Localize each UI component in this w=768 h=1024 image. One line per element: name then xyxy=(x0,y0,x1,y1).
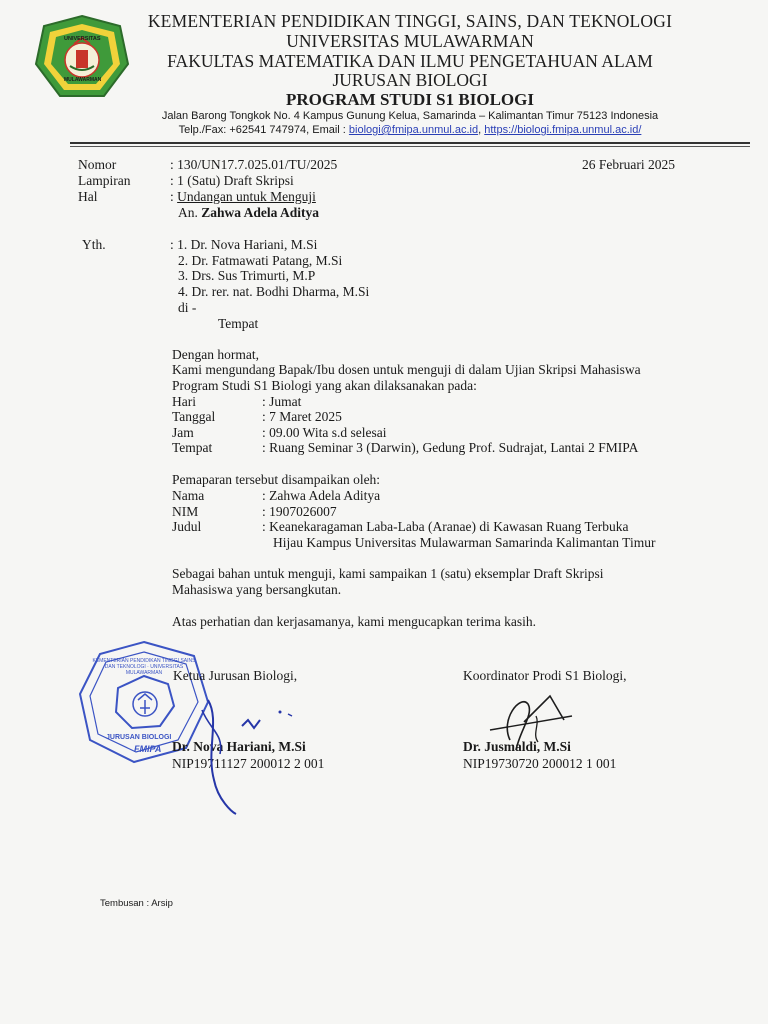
header-university: UNIVERSITAS MULAWARMAN xyxy=(286,31,534,51)
schedule-label-hari: Hari xyxy=(172,394,196,409)
header-faculty: FAKULTAS MATEMATIKA DAN ILMU PENGETAHUAN ALAM xyxy=(167,51,653,71)
stamp-text-fmipa: FMIPA xyxy=(134,744,162,754)
an-prefix: An. xyxy=(178,205,202,220)
left-signer-name: Dr. Nova Hariani, M.Si xyxy=(172,739,306,754)
closing-line-1: Sebagai bahan untuk menguji, kami sampaikan 1 (satu) eksemplar Draft Skripsi xyxy=(172,566,604,581)
recipient-di: di - xyxy=(178,300,197,315)
nomor-label: Nomor xyxy=(78,157,117,172)
thanks-line: Atas perhatian dan kerjasamanya, kami mengucapkan terima kasih. xyxy=(172,614,536,629)
logo-text-top: UNIVERSITAS xyxy=(64,36,101,42)
right-signer-title: Koordinator Prodi S1 Biologi, xyxy=(463,668,627,683)
hal-label: Hal xyxy=(78,189,98,204)
presenter-intro: Pemaparan tersebut disampaikan oleh: xyxy=(172,472,381,487)
yth-label: Yth. xyxy=(82,237,106,252)
presenter-label-nim: NIM xyxy=(172,504,199,519)
schedule-value-tanggal: : 7 Maret 2025 xyxy=(262,409,342,424)
recipient-3: 3. Drs. Sus Trimurti, M.P xyxy=(178,268,316,283)
email-link[interactable]: biologi@fmipa.unmul.ac.id xyxy=(348,124,479,136)
closing-line-2: Mahasiswa yang bersangkutan. xyxy=(172,582,342,597)
tembusan: Tembusan : Arsip xyxy=(100,898,173,909)
letter-date: 26 Februari 2025 xyxy=(582,157,675,172)
intro-line-1: Kami mengundang Bapak/Ibu dosen untuk menguji di dalam Ujian Skripsi Mahasiswa xyxy=(172,362,641,377)
right-signer-name: Dr. Jusmaldi, M.Si xyxy=(463,739,571,754)
website-link[interactable]: https://biologi.fmipa.unmul.ac.id/ xyxy=(484,124,642,136)
left-signer-title: Ketua Jurusan Biologi, xyxy=(173,668,298,683)
schedule-label-jam: Jam xyxy=(172,425,194,440)
contact-separator: , xyxy=(478,124,485,136)
presenter-judul-continued: Hijau Kampus Universitas Mulawarman Samarinda Kalimantan Timur xyxy=(273,535,656,550)
right-signer-nip: NIP19730720 200012 1 001 xyxy=(463,756,617,771)
recipient-4: 4. Dr. rer. nat. Bodhi Dharma, M.Si xyxy=(178,284,370,299)
contact-prefix: Telp./Fax: +62541 747974, Email : xyxy=(178,124,349,136)
greeting: Dengan hormat, xyxy=(172,347,259,362)
schedule-value-jam: : 09.00 Wita s.d selesai xyxy=(262,425,387,440)
stamp-text-bottom: JURUSAN BIOLOGI xyxy=(106,734,172,741)
presenter-label-nama: Nama xyxy=(172,488,205,503)
lampiran-label: Lampiran xyxy=(78,173,131,188)
schedule-label-tanggal: Tanggal xyxy=(172,409,216,424)
header-department: JURUSAN BIOLOGI xyxy=(332,70,488,90)
left-signer-nip: NIP19711127 200012 2 001 xyxy=(172,756,325,771)
presenter-value-nim: : 1907026007 xyxy=(262,504,337,519)
presenter-label-judul: Judul xyxy=(172,519,202,534)
schedule-value-tempat: : Ruang Seminar 3 (Darwin), Gedung Prof. Sudrajat, Lantai 2 FMIPA xyxy=(262,440,639,455)
university-logo xyxy=(34,14,130,102)
schedule-value-hari: : Jumat xyxy=(262,394,302,409)
header-program: PROGRAM STUDI S1 BIOLOGI xyxy=(286,90,534,109)
schedule-label-tempat: Tempat xyxy=(172,440,213,455)
presenter-value-nama: : Zahwa Adela Aditya xyxy=(262,488,381,503)
recipient-tempat: Tempat xyxy=(218,316,259,331)
nomor-value: : 130/UN17.7.025.01/TU/2025 xyxy=(170,157,338,172)
recipient-2: 2. Dr. Fatmawati Patang, M.Si xyxy=(178,253,343,268)
header-rule-thick xyxy=(70,142,750,144)
header-address: Jalan Barong Tongkok No. 4 Kampus Gunung Kelua, Samarinda – Kalimantan Timur 75123 Indonesia xyxy=(161,110,659,122)
an-name: Zahwa Adela Aditya xyxy=(201,205,320,220)
header-ministry: KEMENTERIAN PENDIDIKAN TINGGI, SAINS, DAN TEKNOLOGI xyxy=(147,11,673,31)
header-contact xyxy=(120,124,700,136)
stamp-text-top: KEMENTERIAN PENDIDIKAN TINGGI SAINS DAN TEKNOLOGI · UNIVERSITAS MULAWARMAN xyxy=(92,658,196,676)
hal-line xyxy=(170,189,316,205)
header-rule-thin xyxy=(70,146,750,147)
intro-line-2: Program Studi S1 Biologi yang akan dilaksanakan pada: xyxy=(172,378,477,393)
recipient-1: : 1. Dr. Nova Hariani, M.Si xyxy=(170,237,318,252)
lampiran-value: : 1 (Satu) Draft Skripsi xyxy=(170,173,294,188)
logo-text-bottom: MULAWARMAN xyxy=(64,77,102,83)
hal-value: Undangan untuk Menguji xyxy=(177,189,316,204)
an-line xyxy=(178,205,319,221)
presenter-value-judul: : Keanekaragaman Laba-Laba (Aranae) di Kawasan Ruang Terbuka xyxy=(262,519,629,534)
hal-colon: : xyxy=(170,189,178,204)
